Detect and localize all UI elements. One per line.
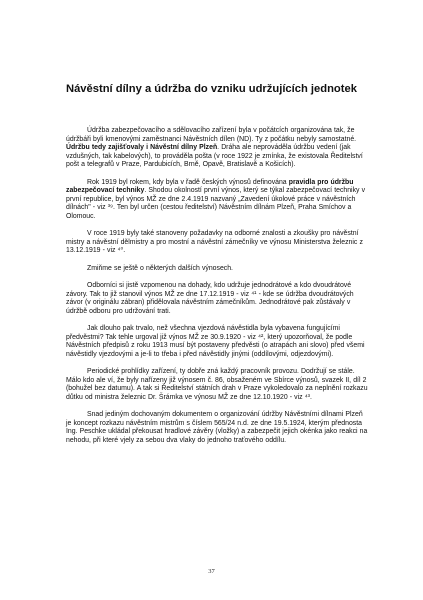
text-run: Rok 1919 byl rokem, kdy byla v řadě českých výnosů definována	[87, 178, 289, 186]
bold-text-run: pravidla pro údržbu zabezpečovací techniky	[66, 178, 354, 194]
text-run: Snad jediným dochovaným dokumentem o organizování údržby Návěstními dílnami Plzeň je koncept rozkazu návěstním mistrům s číslem 565/24 n.d. ze dne 19.5.1924, kterým přednosta Ing. Peschke ukládal překousat hradlové závěry (vložky) a zabezpečit jejich okénka jako reakci na nehodu, při které vjely za sebou dva vlaky do jednoho traťového oddílu.	[66, 411, 368, 444]
paragraph	[66, 179, 368, 222]
paragraph	[66, 411, 368, 445]
text-run: V roce 1919 byly také stanoveny požadavky na odborné znalosti a zkoušky pro návěstní mistry a návěstní dělmistry a pro mostní a návěstní zámečníky ve výnosu Ministerstva železnic z 13.12.1919 - viz ⁴⁰.	[66, 230, 363, 254]
text-run: Periodické prohlídky zařízení, ty dobře zná každý pracovník provozu. Dodržují se stále. Málo kdo ale ví, že byly nařízeny již výnosem č. 86, obsaženém ve Sbírce výnosů, svazek II, díl 2 (bohužel bez datumu). A tak si Ředitelství státních drah v Praze vykoledovalo za neplnění rozkazu důtku od ministra železnic Dr. Šrámka ve výnosu MŽ ze dne 12.10.1920 - viz ⁴³.	[66, 368, 368, 401]
text-run: Odborníci si jistě vzpomenou na dohady, kdo udržuje jednodrátové a kdo dvoudrátové závory. Tak to již stanovil výnos MŽ ze dne 17.12.1919 - viz ⁴¹ - kde se údržba dvoudrátových závor (v originálu zábran) přidělovala návěstním zámečníkům. Jednodrátové pak zůstávaly v údržbě odboru pro udržování trati.	[66, 282, 354, 315]
paragraph	[66, 230, 368, 256]
bold-text-run: Údržbu tedy zajišťovaly i Návěstní dílny Plzeň	[66, 144, 218, 151]
paragraph	[66, 265, 368, 274]
text-run: . Dráha ale neprováděla údržbu vedení (jak vzdušných, tak kabelových), to prováděla pošta (v roce 1922 je zmínka, že existovala Ředitelství pošt a telegrafů v Praze, Pardubicích, Brně, Opavě, Bratislavě a Košicích).	[66, 144, 363, 168]
paragraph	[66, 127, 368, 170]
paragraph	[66, 368, 368, 402]
text-run: Údržba zabezpečovacího a sdělovacího zařízení byla v počátcích organizována tak, že údržbáři byli kmenovými zaměstnanci Návěstních dílen (ND). Ty z počátku nebyly samostatné.	[66, 127, 357, 143]
text-run: Zmiňme se ještě o některých dalších výnosech.	[87, 264, 233, 272]
text-run: . Shodou okolností první výnos, který se týkal zabezpečovací techniky v první republice, byl výnos MŽ ze dne 2.4.1919 nazvaný „Zavedení úkolové práce v návěstních dílnách" - viz ³⁹. Ten byl určen (cestou ředitelství) Návěstním dílnám Plzeň, Praha Smíchov a Olomouc.	[66, 187, 366, 220]
text-run: Jak dlouho pak trvalo, než všechna vjezdová návěstidla byla vybavena fungujícími předvěstmi? Tak tehle urgoval již výnos MŽ ze 30.9.1920 - viz ⁴², který upozorňoval, že podle Návěstních předpisů z roku 1913 musí být postaveny předvěsti (o atrapách ani slovo) před všemi návěstidly vjezdovými a je-li to třeba i před návěstidly jinými (oddílovými, odjezdovými).	[66, 325, 365, 358]
page-title: Návěstní dílny a údržba do vzniku udržujících jednotek	[66, 83, 357, 95]
paragraph	[66, 325, 368, 359]
paragraph	[66, 282, 368, 316]
page-number: 37	[208, 568, 215, 575]
body-text	[66, 127, 368, 454]
